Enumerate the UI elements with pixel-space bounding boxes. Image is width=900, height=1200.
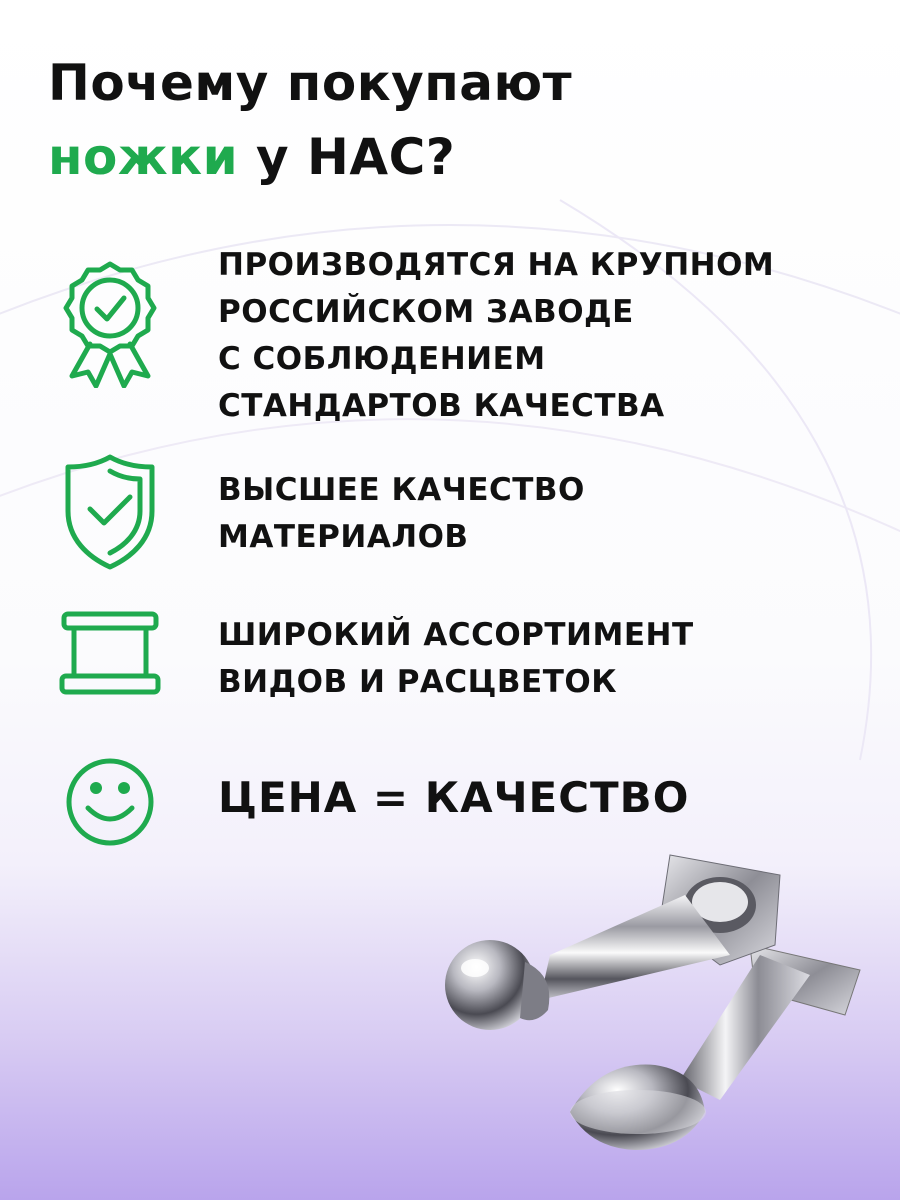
shield-check-icon: [62, 453, 158, 571]
feature-line: ВЫСШЕЕ КАЧЕСТВО: [218, 472, 585, 508]
feature-line: ШИРОКИЙ АССОРТИМЕНТ: [218, 617, 694, 653]
feature-line: С СОБЛЮДЕНИЕМ: [218, 341, 546, 377]
feature-text: [218, 612, 694, 706]
smiley-face-icon: [58, 756, 162, 848]
spool-icon: [58, 610, 162, 696]
feature-line: ПРОИЗВОДЯТСЯ НА КРУПНОМ: [218, 247, 775, 283]
feature-line: ЦЕНА = КАЧЕСТВО: [218, 773, 690, 822]
feature-line: РОССИЙСКОМ ЗАВОДЕ: [218, 294, 634, 330]
feature-line: СТАНДАРТОВ КАЧЕСТВА: [218, 388, 665, 424]
award-ribbon-check-icon: [60, 258, 160, 388]
feature-line: ВИДОВ И РАСЦВЕТОК: [218, 664, 618, 700]
feature-text: [218, 242, 774, 430]
headline-accent: ножки: [48, 128, 239, 186]
chrome-furniture-legs-image: [430, 850, 880, 1180]
headline-line2: у НАС?: [238, 128, 456, 186]
feature-text: [218, 768, 689, 828]
feature-line: МАТЕРИАЛОВ: [218, 519, 469, 555]
feature-text: [218, 467, 585, 561]
headline: [48, 46, 572, 194]
headline-line1: Почему покупают: [48, 54, 573, 112]
